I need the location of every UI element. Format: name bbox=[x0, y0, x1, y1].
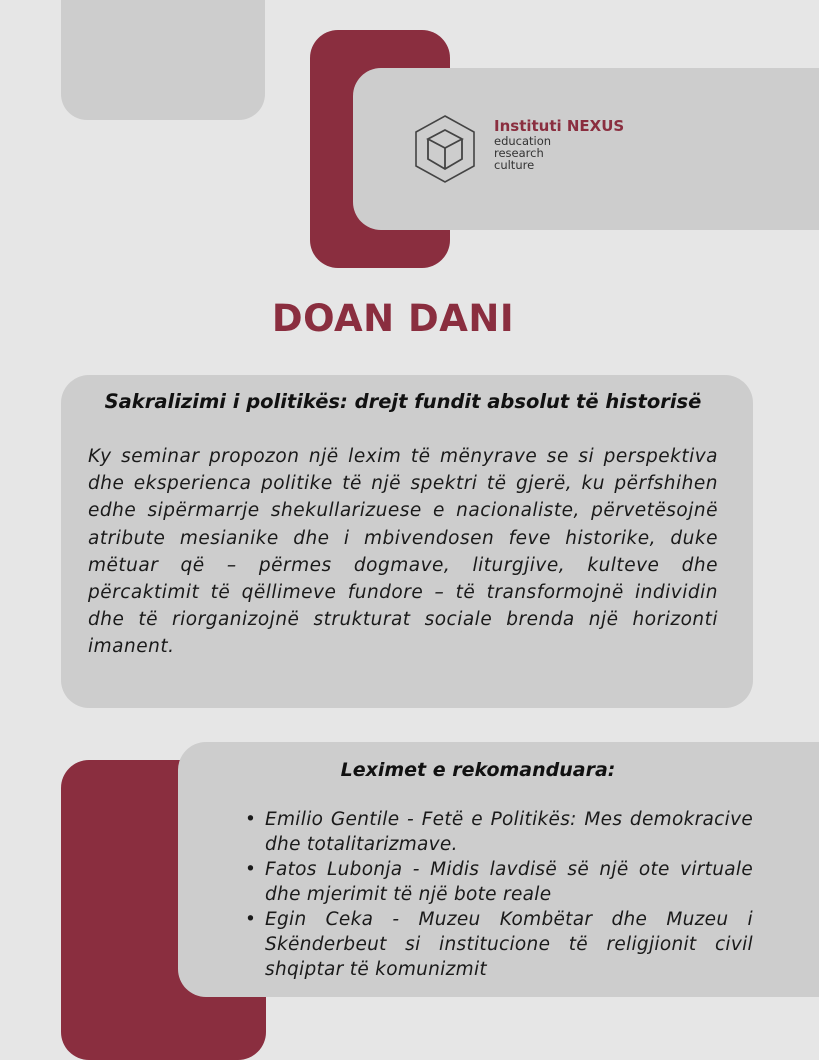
reading-text: Egin Ceka - Muzeu Kombëtar dhe Muzeu i Skënderbeut si institucione të religjionit civil shqiptar të komunizmit bbox=[265, 909, 753, 980]
list-item bbox=[245, 907, 753, 982]
readings-list bbox=[245, 807, 753, 982]
list-item bbox=[245, 857, 753, 907]
reading-text: Emilio Gentile - Fetë e Politikës: Mes demokracive dhe totalitarizmave. bbox=[265, 809, 753, 855]
seminar-title: Sakralizimi i politikës: drejt fundit absolut të historisë bbox=[104, 390, 702, 413]
decorative-panel-top-left bbox=[61, 0, 265, 120]
bullet-icon: • bbox=[245, 809, 257, 830]
readings-title: Leximet e rekomanduara: bbox=[340, 759, 616, 781]
list-item bbox=[245, 807, 753, 857]
brand-tagline-culture: culture bbox=[494, 158, 535, 172]
brand-tagline-education: education bbox=[494, 134, 552, 148]
seminar-description: Ky seminar propozon një lexim të mënyrave se si perspektiva dhe eksperienca politike të një spektri të gjerë, ku përfshihen edhe sipërmarrje shekullarizuese e nacionaliste, përvetësojnë atribute mesianike dhe i mbivendosen feve historike, duke mëtuar që – përmes dogmave, liturgjive, kulteve dhe përcaktimit të qëllimeve fundore – të transformojnë individin dhe të riorganizojnë strukturat sociale brenda një horizonti imanent. bbox=[88, 446, 718, 658]
cube-hexagon-icon bbox=[410, 114, 480, 184]
brand-tagline-research: research bbox=[494, 146, 544, 160]
page-title: DOAN DANI bbox=[271, 297, 515, 340]
brand-block bbox=[494, 117, 624, 171]
bullet-icon: • bbox=[245, 859, 257, 880]
brand-name: Instituti NEXUS bbox=[494, 117, 625, 135]
reading-text: Fatos Lubonja - Midis lavdisë së një ote virtuale dhe mjerimit të një bote reale bbox=[265, 859, 753, 905]
bullet-icon: • bbox=[245, 909, 257, 930]
